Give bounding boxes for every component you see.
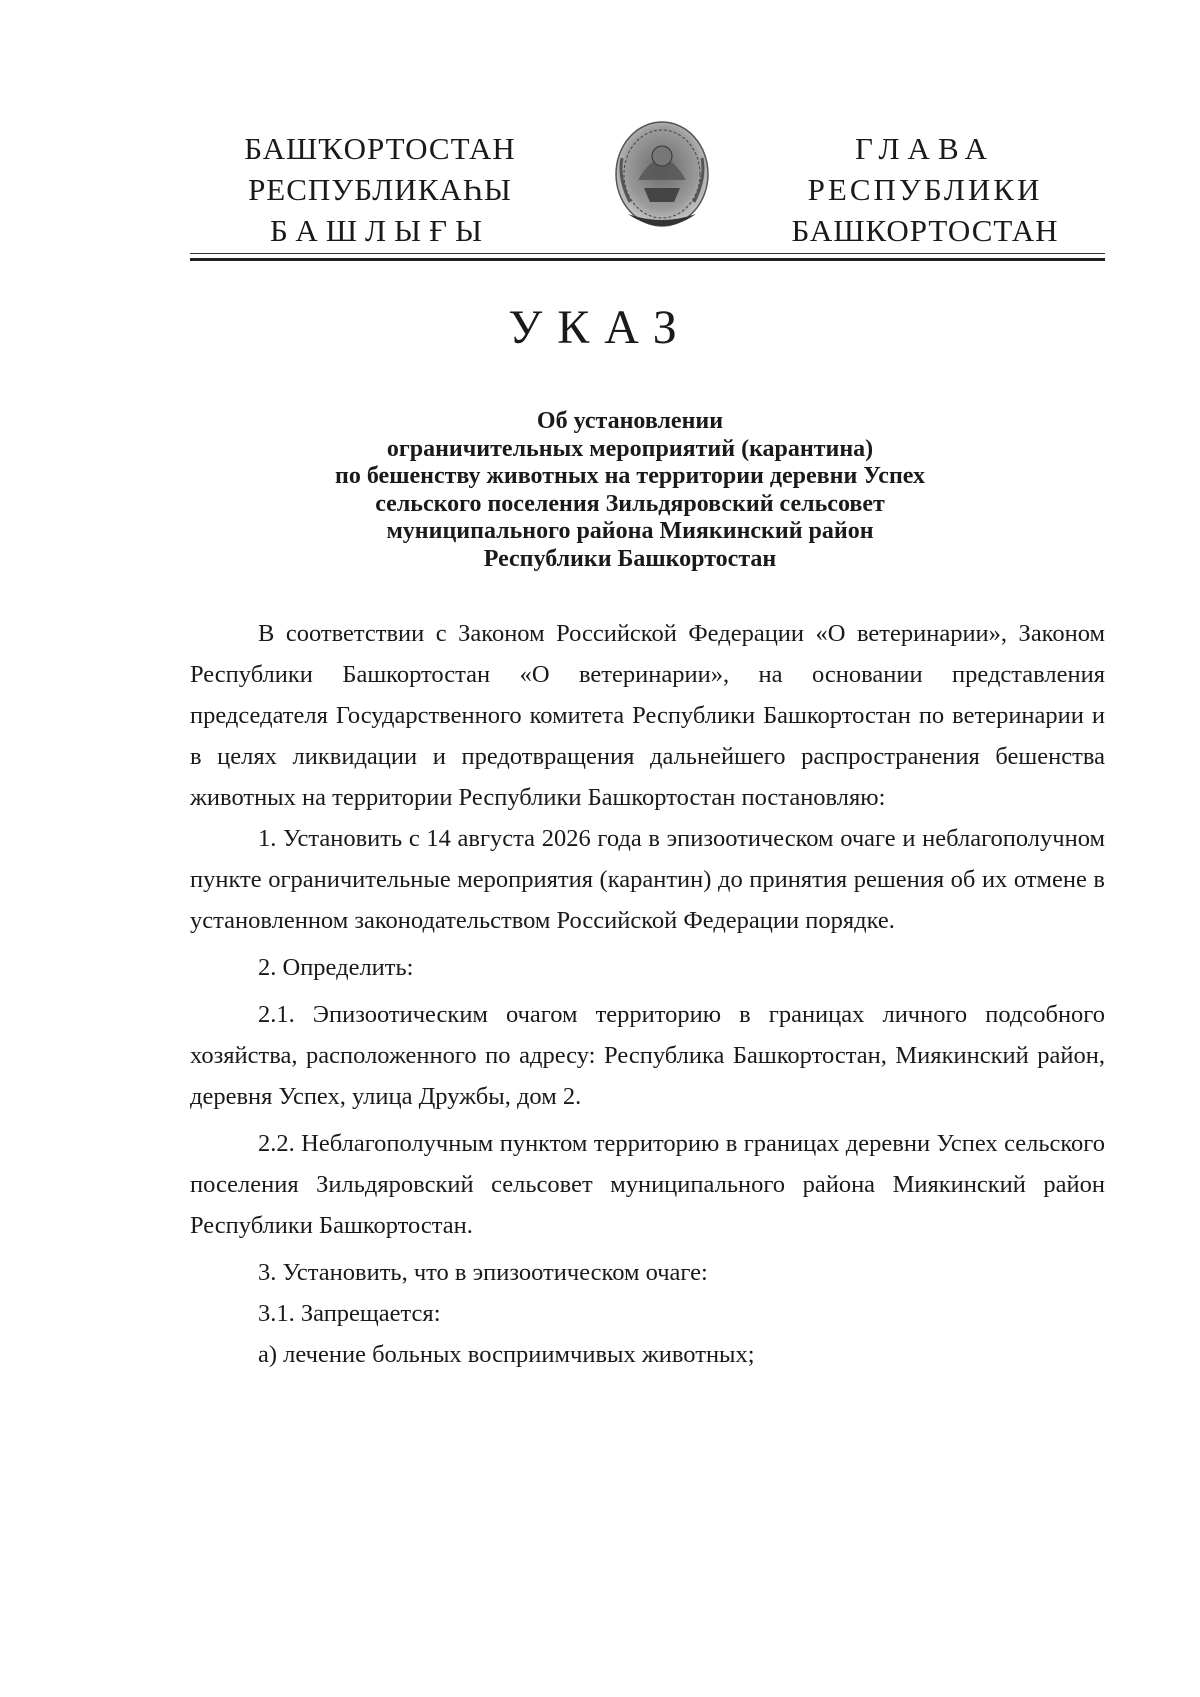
letterhead-russian-line-3: БАШКОРТОСТАН xyxy=(791,213,1059,248)
subject-line: ограничительных мероприятий (карантина) xyxy=(386,435,874,462)
letterhead-russian xyxy=(760,128,1090,251)
subject-line: по бешенству животных на территории деревни Успех xyxy=(335,463,925,489)
letterhead-bashkir xyxy=(215,128,545,251)
letterhead-divider-thin xyxy=(190,253,1105,254)
letterhead-divider-thick xyxy=(190,258,1105,261)
paragraph-preamble: В соответствии с Законом Российской Федерации «О ветеринарии», Законом Республики Башкортостан «О ветеринарии», на основании представления председателя Государственного комитета Республики Башкортостан по ветеринарии и в целях ликвидации и предотвращения дальнейшего распространения бешенства животных на территории Республики Башкортостан постановляю: xyxy=(190,620,1105,811)
paragraph-item-2-2: 2.2. Неблагополучным пунктом территорию в границах деревни Успех сельского поселения Зильдяровский сельсовет муниципального района Миякинский район Республики Башкортостан. xyxy=(190,1130,1105,1239)
document-body xyxy=(190,613,1105,1375)
letterhead-russian-line-1: ГЛАВА xyxy=(854,131,996,166)
document-subject xyxy=(260,408,1000,573)
paragraph-item-3: 3. Установить, что в эпизоотическом очаге: xyxy=(258,1259,708,1286)
paragraph-item-2-1: 2.1. Эпизоотическим очагом территорию в границах личного подсобного хозяйства, расположенного по адресу: Республика Башкортостан, Миякинский район, деревня Успех, улица Дружбы, дом 2. xyxy=(190,1001,1105,1110)
subject-line: сельского поселения Зильдяровский сельсовет xyxy=(375,490,885,517)
letterhead-bashkir-line-3: БАШЛЫҒЫ xyxy=(269,213,491,248)
letterhead-russian-line-2: РЕСПУБЛИКИ xyxy=(807,172,1043,207)
subject-line: Об установлении xyxy=(536,408,724,434)
paragraph-item-1: 1. Установить с 14 августа 2026 года в эпизоотическом очаге и неблагополучном пункте ограничительные мероприятия (карантин) до принятия решения об их отмене в установленном законодательством Российской Федерации порядке. xyxy=(190,825,1105,934)
paragraph-item-3-1-a: а) лечение больных восприимчивых животных; xyxy=(258,1341,755,1368)
paragraph-item-3-1: 3.1. Запрещается: xyxy=(258,1300,441,1327)
subject-line: Республики Башкортостан xyxy=(483,545,777,572)
document-title: УКАЗ xyxy=(508,301,692,354)
letterhead-bashkir-line-2: РЕСПУБЛИКАҺЫ xyxy=(248,172,512,207)
letterhead xyxy=(0,128,1200,248)
subject-line: муниципального района Миякинский район xyxy=(386,518,874,544)
letterhead-bashkir-line-1: БАШҠОРТОСТАН xyxy=(244,131,516,166)
coat-of-arms-icon xyxy=(608,118,716,236)
paragraph-item-2: 2. Определить: xyxy=(258,954,414,981)
